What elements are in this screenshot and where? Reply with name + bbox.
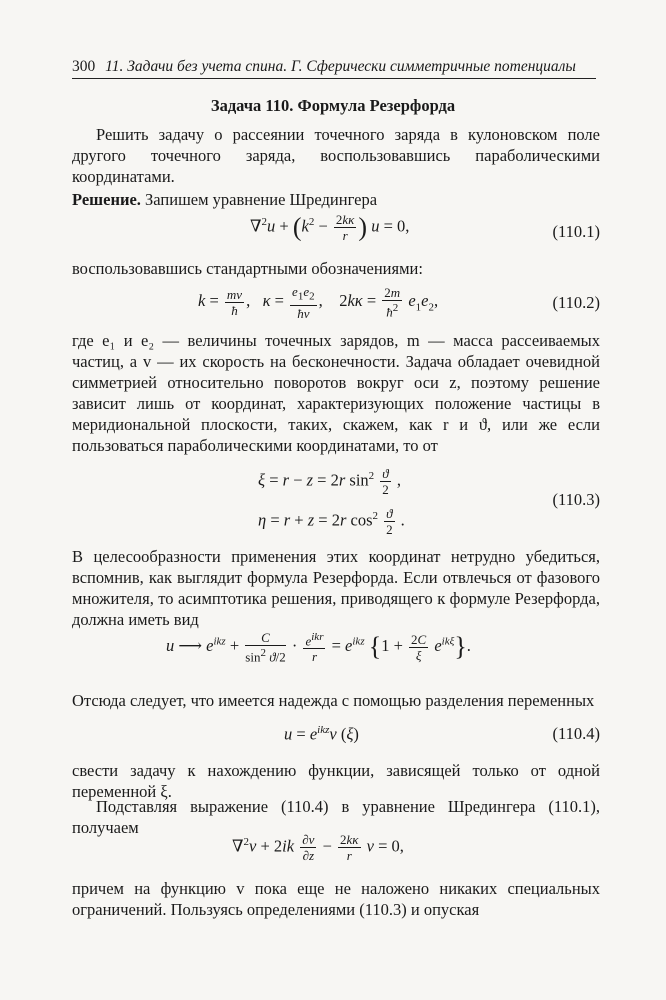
running-title: 11. Задачи без учета спина. Г. Сферически симметричные потенциалы — [105, 58, 576, 75]
solution-intro-text: Запишем уравнение Шредингера — [145, 190, 378, 209]
notation-text: воспользовавшись стандартными обозначениями: — [72, 259, 423, 278]
equation-number-3: (110.3) — [552, 490, 600, 509]
rutherford-motivation: В целесообразности применения этих координат нетрудно убедиться, вспомнив, как выглядит формула Резерфорда. Если отвлечься от фазового множителя, то асимптотика решения, приводящего к формуле Резерфорда, должна иметь вид — [72, 547, 600, 629]
equation-number-1: (110.1) — [552, 222, 600, 241]
solution-intro — [72, 189, 600, 210]
page-number: 300 — [72, 58, 96, 75]
running-header — [72, 58, 596, 79]
separation-equation: $u = e^{ikz}v$ (ξ) — [284, 724, 359, 744]
separation-text: Отсюда следует, что имеется надежда с помощью разделения переменных — [72, 691, 595, 710]
parabolic-xi: ξ = r − z = 2r $\sin^2$ $\frac{ϑ}{2}$ , — [258, 466, 401, 497]
reduction-text: свести задачу к нахождению функции, зависящей только от одной переменной ξ. — [72, 761, 600, 801]
problem-statement: Решить задачу о рассеянии точечного заряда в кулоновском поле другого точечного заряда, воспользовавшись параболическими координатами. — [72, 125, 600, 186]
solution-label: Решение. — [72, 190, 141, 209]
equation-number-4: (110.4) — [552, 724, 600, 743]
notation-equation: k = $\frac{mv}{ħ}$ , κ = $\frac{e_1e_2}{ħv}$ , 2kκ = $\frac{2m}{ħ^2}$ $e_1e_2$, — [198, 284, 439, 321]
substitution-text: Подставляя выражение (110.4) в уравнение Шредингера (110.1), получаем — [72, 797, 600, 837]
asymptotic-equation: u ⟶ $e^{ikz}$ + $\frac{C}{\sin^2 ϑ/2}$ · $\frac{e^{ikr}}{r}$ = $e^{ikz}$ {1 + $\frac{2C}{\xi}$ $e^{ik\xi}$}. — [166, 630, 471, 665]
charges-description: где e₁ и e₂ — величины точечных зарядов, m — масса рассеиваемых частиц, а v — их скорость на бесконечности. Задача обладает очевидной симметрией относительно поворотов вокруг оси z, поэтому решение зависит лишь от координат, характеризующих положение частицы в меридиональной плоскости, таких, скажем, как r и ϑ, или же если пользоваться параболическими координатами, то от — [72, 331, 600, 455]
reduced-equation: ∇$^2$v + 2ik $\frac{\partial v}{\partial z}$ − $\frac{2k\kappa}{r}$ v = 0, — [232, 832, 404, 863]
problem-title: Задача 110. Формула Резерфорда — [210, 96, 456, 115]
final-text: причем на функцию v пока еще не наложено никаких специальных ограничений. Пользуясь определениями (110.3) и опуская — [72, 879, 600, 919]
parabolic-eta: η = r + z = 2r $\cos^2$ $\frac{ϑ}{2}$ . — [258, 506, 405, 537]
schrodinger-equation: $\nabla^2u + (k^2$ − $\frac{2k\kappa}{r}$ ) u = 0, — [250, 212, 410, 243]
equation-number-2: (110.2) — [552, 293, 600, 312]
